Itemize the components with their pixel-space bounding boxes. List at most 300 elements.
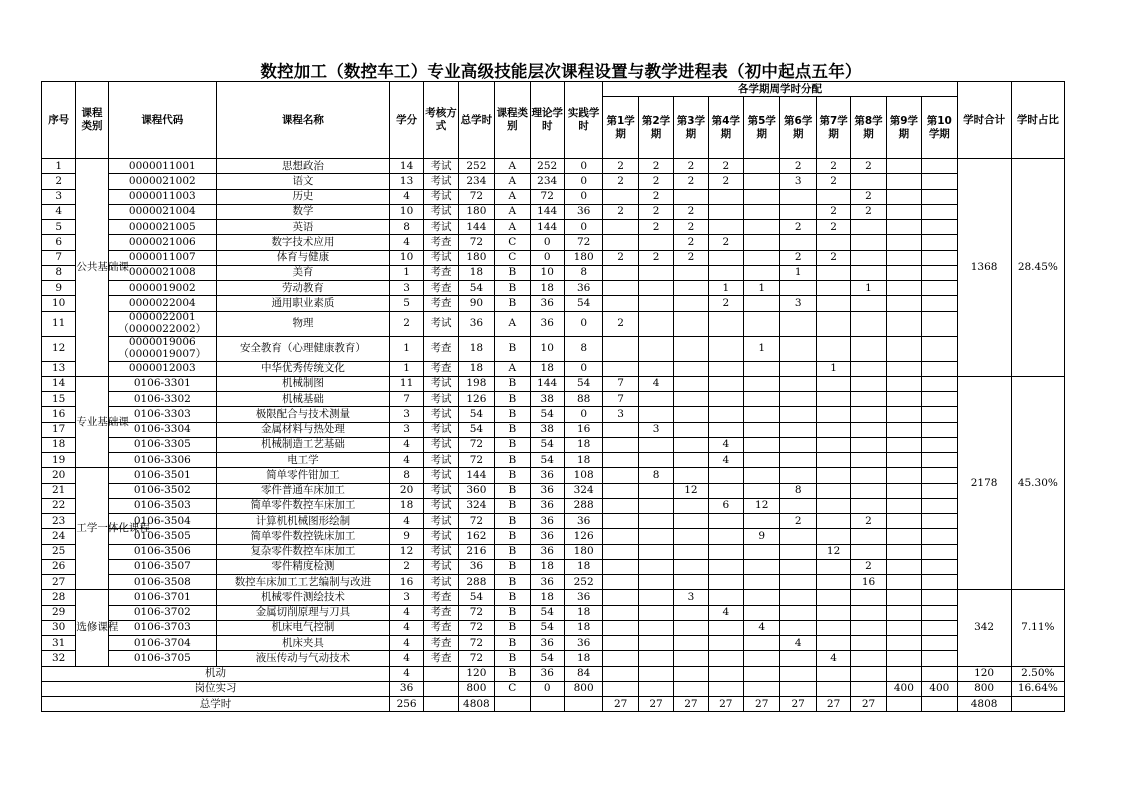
group-hour-total: 342 xyxy=(957,590,1011,666)
semester-2-hours xyxy=(638,620,673,635)
semester-10-hours xyxy=(922,265,957,280)
course-type: A xyxy=(495,361,530,376)
summary-semester-4: 27 xyxy=(708,697,743,712)
course-credits: 4 xyxy=(389,235,423,250)
semester-7-hours: 2 xyxy=(816,220,850,235)
summary-semester-1 xyxy=(603,666,638,681)
summary-semester-2: 27 xyxy=(638,697,673,712)
row-seq: 6 xyxy=(42,235,76,250)
row-seq: 15 xyxy=(42,392,76,407)
semester-4-hours: 2 xyxy=(708,296,743,311)
summary-credits: 4 xyxy=(389,666,423,681)
course-type: B xyxy=(495,483,530,498)
course-code: 0106-3701 xyxy=(108,590,216,605)
row-seq: 27 xyxy=(42,575,76,590)
semester-10-hours xyxy=(922,296,957,311)
course-practice-hours: 0 xyxy=(564,174,603,189)
course-name: 金属切削原理与刀具 xyxy=(216,605,389,620)
course-total-hours: 72 xyxy=(458,189,494,204)
semester-10-hours xyxy=(922,376,957,391)
table-row xyxy=(42,651,1065,666)
course-name: 复杂零件数控车床加工 xyxy=(216,544,389,559)
row-seq: 32 xyxy=(42,651,76,666)
course-practice-hours: 8 xyxy=(564,265,603,280)
course-practice-hours: 54 xyxy=(564,296,603,311)
semester-5-hours xyxy=(744,250,780,265)
semester-1-hours: 3 xyxy=(603,407,638,422)
semester-5-hours xyxy=(744,296,780,311)
summary-semester-8: 27 xyxy=(851,697,886,712)
course-practice-hours: 0 xyxy=(564,311,603,336)
semester-7-hours xyxy=(816,636,850,651)
summary-semester-3: 27 xyxy=(674,697,708,712)
semester-6-hours xyxy=(780,376,816,391)
course-total-hours: 126 xyxy=(458,392,494,407)
semester-9-hours xyxy=(886,468,921,483)
semester-10-hours xyxy=(922,590,957,605)
summary-semester-8 xyxy=(851,681,886,696)
semester-5-hours xyxy=(744,392,780,407)
semester-8-hours xyxy=(851,250,886,265)
course-total-hours: 144 xyxy=(458,220,494,235)
semester-3-hours xyxy=(674,468,708,483)
semester-7-hours xyxy=(816,376,850,391)
row-seq: 5 xyxy=(42,220,76,235)
course-type: B xyxy=(495,559,530,574)
semester-3-hours: 2 xyxy=(674,220,708,235)
semester-9-hours xyxy=(886,483,921,498)
row-seq: 29 xyxy=(42,605,76,620)
semester-4-hours xyxy=(708,559,743,574)
semester-3-hours xyxy=(674,529,708,544)
semester-6-hours xyxy=(780,590,816,605)
semester-9-hours xyxy=(886,265,921,280)
semester-6-hours xyxy=(780,422,816,437)
semester-10-hours xyxy=(922,514,957,529)
summary-semester-10 xyxy=(922,666,957,681)
semester-9-hours xyxy=(886,336,921,361)
semester-10-hours xyxy=(922,250,957,265)
semester-9-hours xyxy=(886,498,921,513)
course-name: 劳动教育 xyxy=(216,281,389,296)
semester-9-hours xyxy=(886,392,921,407)
header-name: 课程名称 xyxy=(216,82,389,159)
semester-4-hours xyxy=(708,468,743,483)
semester-5-hours: 1 xyxy=(744,281,780,296)
course-credits: 9 xyxy=(389,529,423,544)
semester-8-hours xyxy=(851,235,886,250)
course-total-hours: 90 xyxy=(458,296,494,311)
table-row xyxy=(42,265,1065,280)
course-credits: 3 xyxy=(389,281,423,296)
semester-7-hours xyxy=(816,336,850,361)
course-type: B xyxy=(495,468,530,483)
summary-row xyxy=(42,681,1065,696)
course-theory-hours: 72 xyxy=(530,189,564,204)
header-semester-4: 第4学期 xyxy=(708,97,743,159)
course-practice-hours: 54 xyxy=(564,376,603,391)
course-name: 历史 xyxy=(216,189,389,204)
course-name: 数字技术应用 xyxy=(216,235,389,250)
semester-10-hours xyxy=(922,361,957,376)
summary-row xyxy=(42,666,1065,681)
course-theory-hours: 36 xyxy=(530,575,564,590)
course-practice-hours: 252 xyxy=(564,575,603,590)
course-type: A xyxy=(495,204,530,219)
semester-8-hours xyxy=(851,361,886,376)
table-row xyxy=(42,636,1065,651)
course-total-hours: 162 xyxy=(458,529,494,544)
semester-4-hours: 4 xyxy=(708,437,743,452)
semester-7-hours: 2 xyxy=(816,204,850,219)
semester-6-hours xyxy=(780,311,816,336)
semester-5-hours xyxy=(744,204,780,219)
course-type: A xyxy=(495,174,530,189)
semester-7-hours xyxy=(816,575,850,590)
semester-10-hours xyxy=(922,605,957,620)
course-theory-hours: 36 xyxy=(530,636,564,651)
semester-1-hours xyxy=(603,605,638,620)
semester-2-hours xyxy=(638,235,673,250)
course-theory-hours: 54 xyxy=(530,453,564,468)
course-practice-hours: 0 xyxy=(564,159,603,174)
course-theory-hours: 36 xyxy=(530,468,564,483)
header-semester-6: 第6学期 xyxy=(780,97,816,159)
course-code: 0000021006 xyxy=(108,235,216,250)
semester-5-hours xyxy=(744,265,780,280)
course-name: 英语 xyxy=(216,220,389,235)
semester-6-hours: 2 xyxy=(780,250,816,265)
table-row xyxy=(42,620,1065,635)
course-name: 液压传动与气动技术 xyxy=(216,651,389,666)
semester-10-hours xyxy=(922,311,957,336)
semester-10-hours xyxy=(922,651,957,666)
course-total-hours: 360 xyxy=(458,483,494,498)
semester-8-hours: 1 xyxy=(851,281,886,296)
semester-8-hours xyxy=(851,468,886,483)
course-theory-hours: 252 xyxy=(530,159,564,174)
course-total-hours: 36 xyxy=(458,311,494,336)
course-credits: 5 xyxy=(389,296,423,311)
course-exam-method: 考试 xyxy=(424,311,458,336)
semester-7-hours xyxy=(816,483,850,498)
semester-1-hours: 7 xyxy=(603,392,638,407)
course-name: 中华优秀传统文化 xyxy=(216,361,389,376)
course-practice-hours: 0 xyxy=(564,189,603,204)
semester-5-hours xyxy=(744,636,780,651)
table-row xyxy=(42,189,1065,204)
header-semester-1: 第1学期 xyxy=(603,97,638,159)
course-practice-hours: 8 xyxy=(564,336,603,361)
course-credits: 2 xyxy=(389,559,423,574)
header-semester-group: 各学期周学时分配 xyxy=(603,82,957,97)
row-seq: 22 xyxy=(42,498,76,513)
group-hour-total: 1368 xyxy=(957,159,1011,377)
semester-5-hours xyxy=(744,453,780,468)
course-practice-hours: 108 xyxy=(564,468,603,483)
course-code: 0000019006 （0000019007） xyxy=(108,336,216,361)
course-credits: 10 xyxy=(389,204,423,219)
semester-5-hours xyxy=(744,544,780,559)
summary-course-type xyxy=(495,697,530,712)
summary-label: 机动 xyxy=(42,666,390,681)
summary-credits: 256 xyxy=(389,697,423,712)
semester-5-hours xyxy=(744,575,780,590)
course-code: 0106-3306 xyxy=(108,453,216,468)
course-theory-hours: 36 xyxy=(530,296,564,311)
course-type: B xyxy=(495,636,530,651)
course-code: 0106-3704 xyxy=(108,636,216,651)
semester-4-hours xyxy=(708,361,743,376)
course-name: 美育 xyxy=(216,265,389,280)
summary-hour-total: 800 xyxy=(957,681,1011,696)
summary-practice-hours: 800 xyxy=(564,681,603,696)
semester-9-hours xyxy=(886,159,921,174)
page-title: 数控加工（数控车工）专业高级技能层次课程设置与教学进程表（初中起点五年） xyxy=(260,62,862,81)
course-credits: 18 xyxy=(389,498,423,513)
table-row xyxy=(42,296,1065,311)
summary-semester-6: 27 xyxy=(780,697,816,712)
summary-semester-3 xyxy=(674,681,708,696)
course-code: 0000022001 （0000022002） xyxy=(108,311,216,336)
header-total-hours: 总学时 xyxy=(458,82,494,159)
course-name: 机械制造工艺基础 xyxy=(216,437,389,452)
course-type: B xyxy=(495,575,530,590)
table-row xyxy=(42,590,1065,605)
course-exam-method: 考试 xyxy=(424,376,458,391)
course-theory-hours: 234 xyxy=(530,174,564,189)
course-practice-hours: 180 xyxy=(564,544,603,559)
row-seq: 17 xyxy=(42,422,76,437)
course-exam-method: 考试 xyxy=(424,483,458,498)
summary-semester-2 xyxy=(638,681,673,696)
course-total-hours: 54 xyxy=(458,407,494,422)
semester-9-hours xyxy=(886,281,921,296)
course-exam-method: 考试 xyxy=(424,498,458,513)
summary-semester-7 xyxy=(816,681,850,696)
semester-2-hours: 2 xyxy=(638,204,673,219)
curriculum-table xyxy=(41,81,1065,712)
course-name: 体育与健康 xyxy=(216,250,389,265)
course-practice-hours: 18 xyxy=(564,437,603,452)
semester-7-hours xyxy=(816,590,850,605)
semester-1-hours xyxy=(603,468,638,483)
course-name: 思想政治 xyxy=(216,159,389,174)
table-row xyxy=(42,559,1065,574)
semester-8-hours xyxy=(851,422,886,437)
semester-8-hours xyxy=(851,498,886,513)
semester-4-hours xyxy=(708,376,743,391)
course-total-hours: 72 xyxy=(458,620,494,635)
table-row xyxy=(42,407,1065,422)
course-total-hours: 198 xyxy=(458,376,494,391)
semester-3-hours xyxy=(674,636,708,651)
summary-theory-hours xyxy=(530,697,564,712)
semester-5-hours: 9 xyxy=(744,529,780,544)
course-theory-hours: 36 xyxy=(530,311,564,336)
semester-3-hours: 12 xyxy=(674,483,708,498)
course-exam-method: 考试 xyxy=(424,544,458,559)
course-code: 0000022004 xyxy=(108,296,216,311)
summary-practice-hours xyxy=(564,697,603,712)
semester-5-hours xyxy=(744,376,780,391)
course-practice-hours: 18 xyxy=(564,453,603,468)
summary-exam xyxy=(424,697,458,712)
course-total-hours: 72 xyxy=(458,235,494,250)
semester-5-hours xyxy=(744,311,780,336)
semester-2-hours xyxy=(638,590,673,605)
semester-7-hours xyxy=(816,605,850,620)
summary-semester-10 xyxy=(922,697,957,712)
semester-3-hours: 2 xyxy=(674,204,708,219)
semester-2-hours: 2 xyxy=(638,220,673,235)
semester-4-hours xyxy=(708,514,743,529)
course-code: 0000019002 xyxy=(108,281,216,296)
course-code: 0106-3703 xyxy=(108,620,216,635)
course-name: 语文 xyxy=(216,174,389,189)
row-seq: 4 xyxy=(42,204,76,219)
semester-6-hours xyxy=(780,468,816,483)
course-credits: 4 xyxy=(389,651,423,666)
semester-3-hours xyxy=(674,605,708,620)
semester-3-hours xyxy=(674,392,708,407)
semester-8-hours xyxy=(851,636,886,651)
course-credits: 10 xyxy=(389,250,423,265)
course-code: 0106-3305 xyxy=(108,437,216,452)
table-row xyxy=(42,422,1065,437)
semester-5-hours xyxy=(744,559,780,574)
semester-10-hours xyxy=(922,281,957,296)
course-practice-hours: 36 xyxy=(564,281,603,296)
table-row xyxy=(42,392,1065,407)
semester-6-hours: 2 xyxy=(780,220,816,235)
semester-4-hours: 1 xyxy=(708,281,743,296)
row-seq: 24 xyxy=(42,529,76,544)
course-theory-hours: 18 xyxy=(530,559,564,574)
semester-10-hours xyxy=(922,336,957,361)
semester-1-hours xyxy=(603,235,638,250)
course-theory-hours: 54 xyxy=(530,651,564,666)
semester-5-hours: 1 xyxy=(744,336,780,361)
course-total-hours: 18 xyxy=(458,336,494,361)
summary-semester-10: 400 xyxy=(922,681,957,696)
course-total-hours: 54 xyxy=(458,590,494,605)
table-row xyxy=(42,529,1065,544)
course-exam-method: 考试 xyxy=(424,407,458,422)
course-code: 0106-3502 xyxy=(108,483,216,498)
course-practice-hours: 0 xyxy=(564,361,603,376)
course-code: 0106-3702 xyxy=(108,605,216,620)
semester-1-hours: 7 xyxy=(603,376,638,391)
summary-theory-hours: 36 xyxy=(530,666,564,681)
semester-8-hours: 2 xyxy=(851,559,886,574)
semester-1-hours xyxy=(603,220,638,235)
course-theory-hours: 36 xyxy=(530,544,564,559)
semester-4-hours: 6 xyxy=(708,498,743,513)
semester-2-hours xyxy=(638,311,673,336)
semester-3-hours xyxy=(674,514,708,529)
course-theory-hours: 54 xyxy=(530,620,564,635)
semester-4-hours xyxy=(708,620,743,635)
course-code: 0000011001 xyxy=(108,159,216,174)
course-practice-hours: 88 xyxy=(564,392,603,407)
course-name: 零件精度检测 xyxy=(216,559,389,574)
semester-6-hours xyxy=(780,189,816,204)
semester-4-hours xyxy=(708,651,743,666)
semester-6-hours xyxy=(780,544,816,559)
course-credits: 8 xyxy=(389,220,423,235)
semester-3-hours xyxy=(674,575,708,590)
course-theory-hours: 18 xyxy=(530,361,564,376)
course-code: 0106-3705 xyxy=(108,651,216,666)
semester-4-hours: 4 xyxy=(708,453,743,468)
semester-3-hours xyxy=(674,361,708,376)
semester-10-hours xyxy=(922,174,957,189)
semester-7-hours: 2 xyxy=(816,250,850,265)
course-type: A xyxy=(495,159,530,174)
course-type: A xyxy=(495,311,530,336)
semester-1-hours xyxy=(603,529,638,544)
semester-6-hours xyxy=(780,235,816,250)
course-theory-hours: 0 xyxy=(530,235,564,250)
semester-8-hours xyxy=(851,437,886,452)
header-semester-3: 第3学期 xyxy=(674,97,708,159)
course-practice-hours: 18 xyxy=(564,559,603,574)
semester-8-hours xyxy=(851,376,886,391)
group-hour-total: 2178 xyxy=(957,376,1011,590)
semester-10-hours xyxy=(922,483,957,498)
semester-1-hours xyxy=(603,336,638,361)
semester-3-hours xyxy=(674,453,708,468)
course-total-hours: 72 xyxy=(458,636,494,651)
summary-label: 总学时 xyxy=(42,697,390,712)
course-theory-hours: 10 xyxy=(530,336,564,361)
course-credits: 4 xyxy=(389,636,423,651)
semester-9-hours xyxy=(886,636,921,651)
semester-6-hours: 8 xyxy=(780,483,816,498)
table-row xyxy=(42,514,1065,529)
course-code: 0000021008 xyxy=(108,265,216,280)
course-total-hours: 180 xyxy=(458,204,494,219)
header-course-type: 课程类别 xyxy=(495,82,530,159)
semester-9-hours xyxy=(886,296,921,311)
semester-2-hours: 3 xyxy=(638,422,673,437)
row-seq: 23 xyxy=(42,514,76,529)
semester-2-hours xyxy=(638,529,673,544)
semester-1-hours xyxy=(603,453,638,468)
course-code: 0000011007 xyxy=(108,250,216,265)
course-credits: 7 xyxy=(389,392,423,407)
course-code: 0106-3506 xyxy=(108,544,216,559)
semester-10-hours xyxy=(922,575,957,590)
semester-7-hours: 12 xyxy=(816,544,850,559)
semester-3-hours xyxy=(674,559,708,574)
course-theory-hours: 144 xyxy=(530,220,564,235)
course-exam-method: 考试 xyxy=(424,559,458,574)
semester-3-hours xyxy=(674,281,708,296)
course-credits: 1 xyxy=(389,336,423,361)
semester-7-hours xyxy=(816,468,850,483)
course-practice-hours: 180 xyxy=(564,250,603,265)
semester-9-hours xyxy=(886,437,921,452)
semester-2-hours xyxy=(638,453,673,468)
semester-6-hours xyxy=(780,605,816,620)
course-type: B xyxy=(495,437,530,452)
course-theory-hours: 54 xyxy=(530,437,564,452)
course-credits: 4 xyxy=(389,620,423,635)
course-code: 0000012003 xyxy=(108,361,216,376)
header-semester-7: 第7学期 xyxy=(816,97,850,159)
